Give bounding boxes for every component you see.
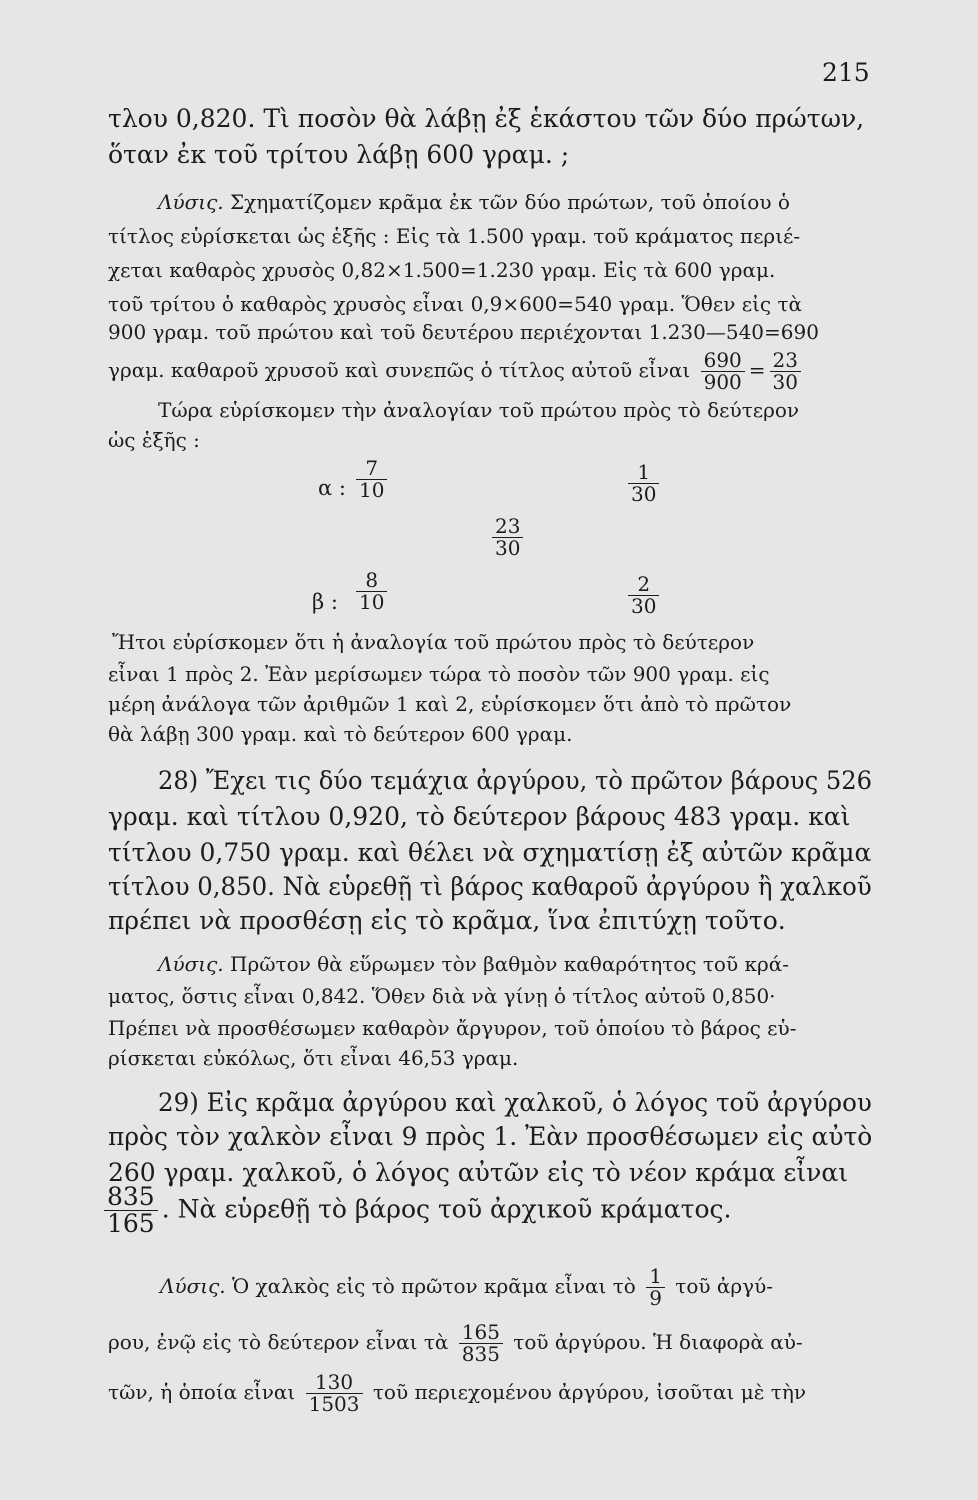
problem-29-line [104,1184,732,1238]
fraction-numerator: 8 [365,568,379,592]
solution-line: ὡς ἑξῆς : [108,428,200,452]
conclusion-line: θὰ λάβῃ 300 γραμ. καὶ τὸ δεύτερον 600 γραμ. [108,722,573,746]
fraction-numerator: 690 [703,348,742,372]
solution-line: τοῦ τρίτου ὁ καθαρὸς χρυσὸς εἶναι 0,9×600=540 γραμ. Ὅθεν εἰς τὰ [108,292,803,316]
fraction-numerator: 165 [461,1320,500,1344]
fraction [306,1372,363,1415]
solution-text: γραμ. καθαροῦ χρυσοῦ καὶ συνεπῶς ὁ τίτλος αὐτοῦ εἶναι [108,358,691,382]
solution-label: Λύσις. [158,952,224,976]
solution-line [160,1266,773,1309]
solution-text: τοῦ ἀργύρου. Ἡ διαφορὰ αὐ- [513,1330,803,1354]
solution-line [158,952,789,976]
fraction-denominator: 10 [356,591,387,613]
problem-29-text: . Νὰ εὑρεθῇ τὸ βάρος τοῦ ἀρχικοῦ κράματος. [161,1194,732,1224]
solution-text: Πρῶτον θὰ εὕρωμεν τὸν βαθμὸν καθαρότητος τοῦ κρά- [230,952,789,976]
solution-label: Λύσις. [160,1274,226,1298]
problem-28-line: γραμ. καὶ τίτλου 0,920, τὸ δεύτερον βάρους 483 γραμ. καὶ [108,802,851,831]
fraction-denominator: 9 [646,1287,665,1309]
solution-line: χεται καθαρὸς χρυσὸς 0,82×1.500=1.230 γραμ. Εἰς τὰ 600 γραμ. [108,258,776,282]
problem-29-line: 260 γραμ. χαλκοῦ, ὁ λόγος αὐτῶν εἰς τὸ νέον κράμα εἶναι [108,1158,849,1187]
solution-text: τῶν, ἡ ὁποία εἶναι [108,1380,296,1404]
fraction-denominator: 900 [701,371,745,393]
beta-label: β : [312,590,338,614]
solution-line: ρίσκεται εὐκόλως, ὅτι εἶναι 46,53 γραμ. [108,1046,519,1070]
fraction-denominator: 30 [628,483,659,505]
alpha-fraction [356,458,387,501]
problem-continuation-line: ὅταν ἐκ τοῦ τρίτου λάβῃ 600 γραμ. ; [108,140,570,169]
solution-text: ρου, ἐνῷ εἰς τὸ δεύτερον εἶναι τὰ [108,1330,449,1354]
beta-fraction [356,570,387,613]
alpha-label: α : [318,476,346,500]
page-number: 215 [822,58,870,87]
fraction-denominator: 30 [492,537,523,559]
solution-line [108,1322,803,1365]
solution-line: Πρέπει νὰ προσθέσωμεν καθαρὸν ἄργυρον, τοῦ ὁποίου τὸ βάρος εὑ- [108,1016,797,1040]
problem-29-line: πρὸς τὸν χαλκὸν εἶναι 9 πρὸς 1. Ἐὰν προσθέσωμεν εἰς αὐτὸ [108,1122,873,1151]
fraction-denominator: 10 [356,479,387,501]
fraction-denominator: 835 [459,1343,503,1365]
solution-text: Σχηματίζομεν κρᾶμα ἐκ τῶν δύο πρώτων, τοῦ ὁποίου ὁ [230,190,790,214]
fraction-numerator: 2 [637,572,651,596]
middle-fraction [492,516,523,559]
ratio-fraction [104,1184,158,1238]
solution-text: τοῦ ἀργύ- [675,1274,774,1298]
right-fraction-2 [628,574,659,617]
fraction-numerator: 130 [314,1370,354,1394]
problem-continuation-line: τλου 0,820. Τὶ ποσὸν θὰ λάβῃ ἐξ ἑκάστου τῶν δύο πρώτων, [108,104,865,133]
solution-line: τίτλος εὑρίσκεται ὡς ἑξῆς : Εἰς τὰ 1.500 γραμ. τοῦ κράματος περιέ- [108,224,801,248]
right-fraction-1 [628,462,659,505]
solution-line: ματος, ὅστις εἶναι 0,842. Ὅθεν διὰ νὰ γίνῃ ὁ τίτλος αὐτοῦ 0,850· [108,984,776,1008]
conclusion-line: μέρη ἀνάλογα τῶν ἀριθμῶν 1 καὶ 2, εὑρίσκομεν ὅτι ἀπὸ τὸ πρῶτον [108,692,792,716]
problem-29-line: 29) Εἰς κρᾶμα ἀργύρου καὶ χαλκοῦ, ὁ λόγος τοῦ ἀργύρου [158,1088,872,1117]
conclusion-line: εἶναι 1 πρὸς 2. Ἐὰν μερίσωμεν τώρα τὸ ποσὸν τῶν 900 γραμ. εἰς [108,662,770,686]
conclusion-line: Ἤτοι εὑρίσκομεν ὅτι ἡ ἀναλογία τοῦ πρώτου πρὸς τὸ δεύτερον [112,630,755,654]
solution-line: Τώρα εὑρίσκομεν τὴν ἀναλογίαν τοῦ πρώτου πρὸς τὸ δεύτερον [158,398,800,422]
fraction-numerator: 1 [637,460,651,484]
fraction [770,350,801,393]
fraction-denominator: 30 [628,595,659,617]
solution-line [108,350,805,393]
fraction [701,350,745,393]
fraction-denominator: 30 [770,371,801,393]
fraction-numerator: 23 [772,348,798,372]
equals-sign: = [748,358,766,382]
solution-label: Λύσις. [158,190,224,214]
problem-28-line: τίτλου 0,750 γραμ. καὶ θέλει νὰ σχηματίσῃ ἐξ αὐτῶν κρᾶμα [108,838,872,867]
fraction [646,1266,665,1309]
fraction [459,1322,503,1365]
solution-text: τοῦ περιεχομένου ἀργύρου, ἰσοῦται μὲ τὴν [372,1380,806,1404]
fraction-numerator: 1 [649,1264,662,1288]
fraction-numerator: 835 [107,1182,155,1211]
fraction-numerator: 23 [495,514,521,538]
solution-line: 900 γραμ. τοῦ πρώτου καὶ τοῦ δευτέρου περιέχονται 1.230—540=690 [108,320,819,344]
solution-line [158,190,790,214]
problem-28-line: τίτλου 0,850. Νὰ εὑρεθῇ τὶ βάρος καθαροῦ ἀργύρου ἢ χαλκοῦ [108,872,872,901]
fraction-denominator: 1503 [306,1393,363,1415]
fraction-denominator: 165 [104,1210,158,1237]
solution-line [108,1372,806,1415]
fraction-numerator: 7 [365,456,379,480]
problem-28-line: 28) Ἔχει τις δύο τεμάχια ἀργύρου, τὸ πρῶτον βάρους 526 [158,766,872,795]
problem-28-line: πρέπει νὰ προσθέσῃ εἰς τὸ κρᾶμα, ἵνα ἐπιτύχῃ τοῦτο. [108,906,786,935]
solution-text: Ὁ χαλκὸς εἰς τὸ πρῶτον κρᾶμα εἶναι τὸ [232,1274,636,1298]
